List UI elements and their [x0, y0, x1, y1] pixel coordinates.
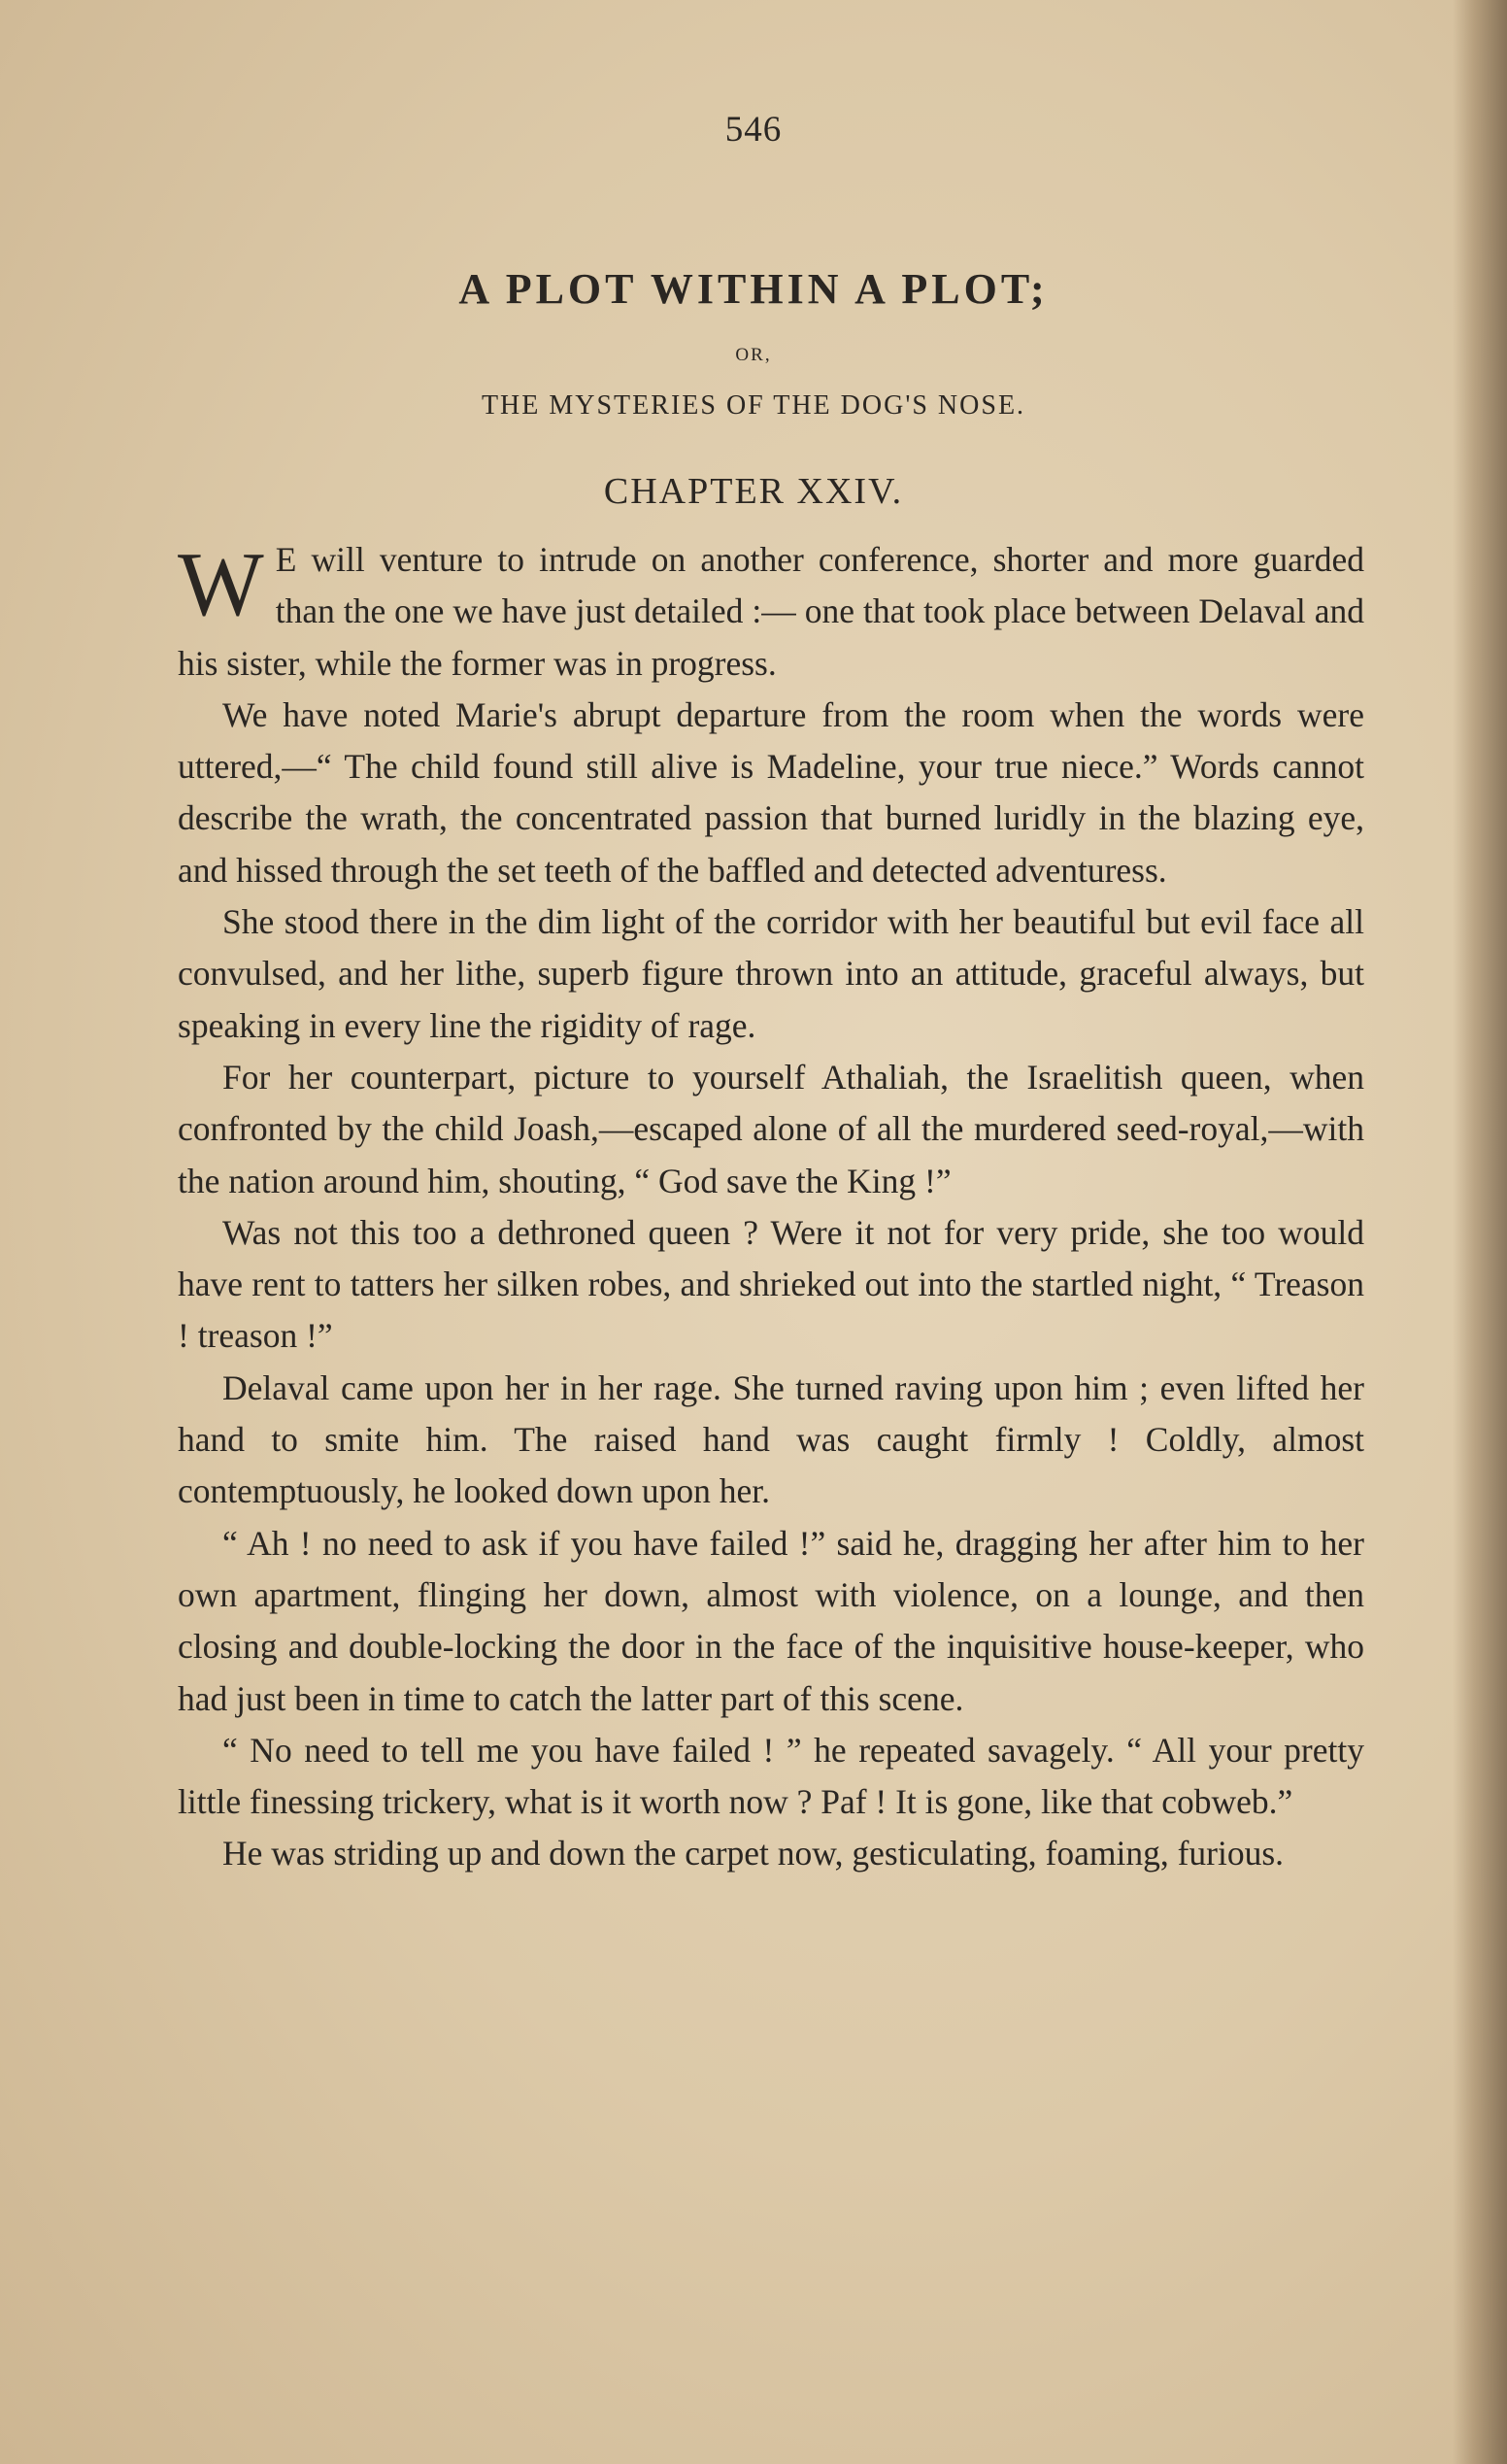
chapter-heading: CHAPTER XXIV.: [603, 471, 904, 512]
or-line: OR,: [735, 345, 772, 365]
paragraph-9: He was striding up and down the carpet now, gesticulating, foaming, furious.: [222, 1834, 1285, 1873]
story-title: A PLOT WITHIN A PLOT;: [458, 265, 1049, 313]
body-text: [178, 534, 1364, 1880]
page-binding-edge: [1453, 0, 1507, 2464]
paragraph-6: Delaval came upon her in her rage. She turned raving upon him ; even lifted her hand to smite him. The raised hand was caught firmly ! Coldly, almost contemptuously, he looked down upon her.: [178, 1367, 1364, 1511]
paragraph-1-text: E will venture to intrude on another conference, shorter and more guarded than the one we have just detailed :— one that took place between Delaval and his sister, while the former was in progress.: [178, 540, 1364, 683]
paragraph-7: “ Ah ! no need to ask if you have failed !” said he, dragging her after him to her own apartment, flinging her down, almost with violence, on a lounge, and then closing and double-locking the door in the face of the inquisitive house-keeper, who had just been in time to catch the latter part of this scene.: [178, 1523, 1364, 1718]
drop-cap: W: [178, 534, 264, 635]
paragraph-2: We have noted Marie's abrupt departure from the room when the words were uttered,—“ The child found still alive is Madeline, your true niece.” Words cannot describe the wrath, the concentrated passion that burned luridly in the blazing eye, and hissed through the set teeth of the baffled and detected adventuress.: [178, 694, 1364, 890]
paragraph-3: She stood there in the dim light of the corridor with her beautiful but evil face all convulsed, and her lithe, superb figure thrown into an attitude, graceful always, but speaking in every line the rigidity of rage.: [178, 902, 1364, 1045]
story-subtitle: THE MYSTERIES OF THE DOG'S NOSE.: [481, 390, 1026, 421]
paragraph-5: Was not this too a dethroned queen ? Were it not for very pride, she too would have rent to tatters her silken robes, and shrieked out into the startled night, “ Treason ! treason !”: [178, 1212, 1364, 1356]
paragraph-4: For her counterpart, picture to yourself Athaliah, the Israelitish queen, when confronted by the child Joash,—escaped alone of all the murdered seed-royal,—with the nation around him, shouting, “ God save the King !”: [178, 1057, 1364, 1200]
paragraph-8: “ No need to tell me you have failed ! ” he repeated savagely. “ All your pretty little finessing trickery, what is it worth now ? Paf ! It is gone, like that cobweb.”: [178, 1730, 1364, 1822]
page-number: 546: [724, 110, 783, 150]
paragraph-1: [178, 534, 1364, 690]
